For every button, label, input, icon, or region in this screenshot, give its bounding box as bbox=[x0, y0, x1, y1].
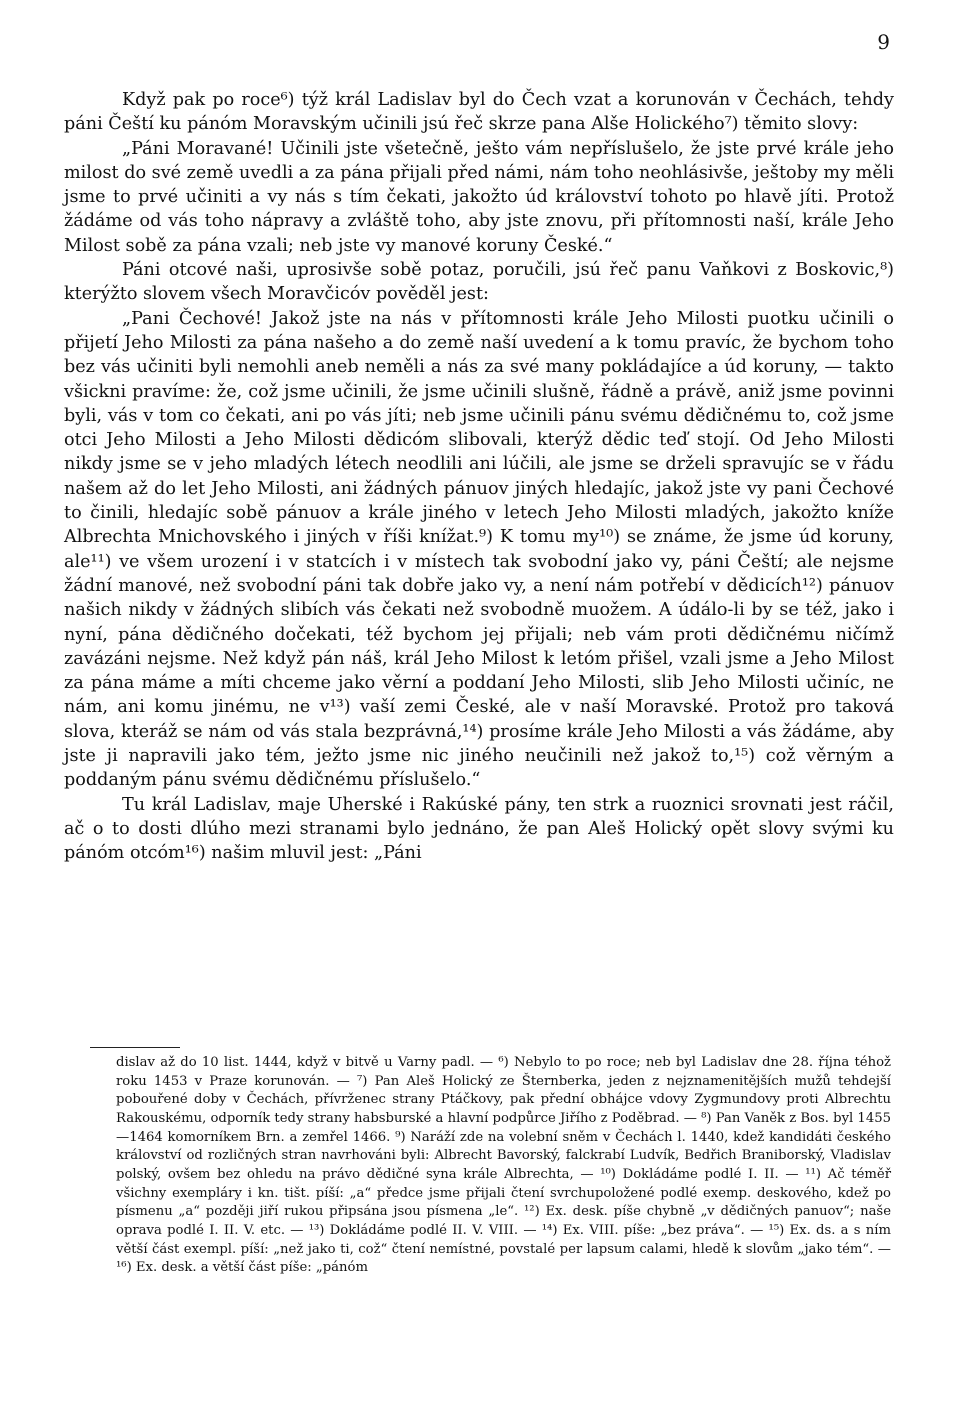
paragraph: Když pak po roce⁶) týž král Ladislav byl do Čech vzat a korunován v Čechách, tehdy páni Čeští ku pánóm Moravským učinili jsú řeč skrze pana Alše Holického⁷) těmito slovy: bbox=[64, 90, 894, 135]
page-number: 9 bbox=[877, 30, 890, 54]
footnote-divider bbox=[90, 1047, 180, 1048]
paragraph: „Páni Moravané! Učinili jste všetečně, ješto vám nepříslušelo, že jste prvé krále jeho milost do své země uvedli a za pána přijali před námi, nám toho neohlásivše, ještoby my měli jsme to prvé učiniti a vy nás s tím čekati, jakožto úd království tohoto po hlavě jíti. Protož žádáme od vás toho nápravy a zvláště toho, aby jste znovu, při přítomnosti naší, krále Jeho Milost sobě za pána vzali; neb jste vy manové koruny České.“ bbox=[64, 138, 894, 256]
footnote-text: dislav až do 10 list. 1444, když v bitvě u Varny padl. — ⁶) Nebylo to po roce; neb byl Ladislav dne 28. října téhož roku 1453 v Praze korunován. — ⁷) Pan Aleš Holický ze Šternberka, jeden z nejznamenitějších mužů tehdejší pobouřené doby v Čechách, přívrženec strany Ptáčkovy, pak přední obhájce vdovy Zygmundovy proti Albrechtu Rakouskému, odporník tedy strany habsburské a hlavní podpůrce Jiřího z Poděbrad. — ⁸) Pan Vaněk z Bos. byl 1455—1464 komorníkem Brn. a zemřel 1466. ⁹) Naráží zde na volební sněm v Čechách l. 1440, kdež kandidáti českého království od rozličných stran navrhováni byli: Albrecht Bavorský, falckrabí Ludvík, Bedřich Braniborský, Vladislav polský, ovšem bez ohledu na právo dědičné syna krále Albrechta, — ¹⁰) Dokládáme podlé I. II. — ¹¹) Ač téměř všichny exempláry i kn. tišt. píší: „a“ předce jsme přijali čtení svrchupoložené podlé exemp. deskového, kdež po písmenu „a“ později jiří rukou připsána jsou písmena „le“. ¹²) Ex. desk. píše chybně „v dědičných panuov“; naše oprava podlé I. II. V. etc. — ¹³) Dokládáme podlé II. V. VIII. — ¹⁴) Ex. VIII. píše: „bez práva“. — ¹⁵) Ex. ds. a s ním větší část exempl. píší: „než jako ti, což“ čtení nemístné, povstalé per lapsum calami, hledě k slovům „jako tém“. — ¹⁶) Ex. desk. a větší část píše: „pánóm bbox=[116, 1055, 891, 1276]
paragraph: Páni otcové naši, uprosivše sobě potaz, poručili, jsú řeč panu Vaňkovi z Boskovic,⁸) kterýžto slovem všech Moravčicóv pověděl jest: bbox=[64, 260, 894, 305]
main-text bbox=[64, 88, 894, 866]
footnotes bbox=[116, 1054, 891, 1278]
paragraph: „Pani Čechové! Jakož jste na nás v přítomnosti krále Jeho Milosti puotku učinili o přijetí Jeho Milosti za pána našeho a do země naší uvedení a k tomu pravíc, že bychom toho bez vás učiniti byli nemohli aneb neměli a nás za své many pokládajíce a úd koruny, — takto všickni pravíme: že, což jsme učinili, že jsme učinili slušně, řádně a právě, aniž jsme povinni byli, vás v tom co čekati, ani po vás jíti; neb jsme učinili pánu svému dědičnému to, což jsme otci Jeho Milosti a Jeho Milosti dědicóm slibovali, kterýž dědic teď stojí. Od Jeho Milosti nikdy jsme se v jeho mladých létech neodlili ani lúčili, ale jsme se drželi spravujíc se v řádu našem až do let Jeho Milosti, ani žádných pánuov jiných hledajíc, jakož jste vy pani Čechové to činili, hledajíc sobě pánuov a krále jiného v letech Jeho Milosti mladých, jakožto kníže Albrechta Mnichovského i jiných v říši knížat.⁹) K tomu my¹⁰) se známe, že jsme úd koruny, ale¹¹) ve všem urození i v statcích i v místech tak svobodní jako vy, páni Čeští; ale nejsme žádní manové, než svobodní páni tak dobře jako vy, a není nám potřebí v dědicích¹²) pánuov našich nikdy v žádných slibích vás čekati než svobodně muožem. A údálo-li by se též, jako i nyní, pána dědičného dočekati, též bychom jej přijali; neb vám proti dědičnému ničímž zavázáni nejsme. Než když pán náš, král Jeho Milost k letóm přišel, vzali jsme a Jeho Milost za pána máme a míti chceme jako věrní a poddaní Jeho Milosti, slib Jeho Milosti učiníc, ne nám, ani komu jinému, ne v¹³) vaší zemi České, ale v naší Moravské. Protož pro taková slova, kteráž se nám od vás stala bezprávná,¹⁴) prosíme krále Jeho Milosti a vás žádáme, aby jste ji napravili jako tém, ježto jsme nic jiného neučinili než jakož to,¹⁵) což věrným a poddaným pánu svému dědičnému příslušelo.“ bbox=[64, 308, 894, 791]
paragraph: Tu král Ladislav, maje Uherské i Rakúské pány, ten strk a ruoznici srovnati jest ráčil, ač o to dosti dlúho mezi stranami bylo jednáno, že pan Aleš Holický opět slovy svými ku pánóm otcóm¹⁶) našim mluvil jest: „Páni bbox=[64, 794, 894, 864]
